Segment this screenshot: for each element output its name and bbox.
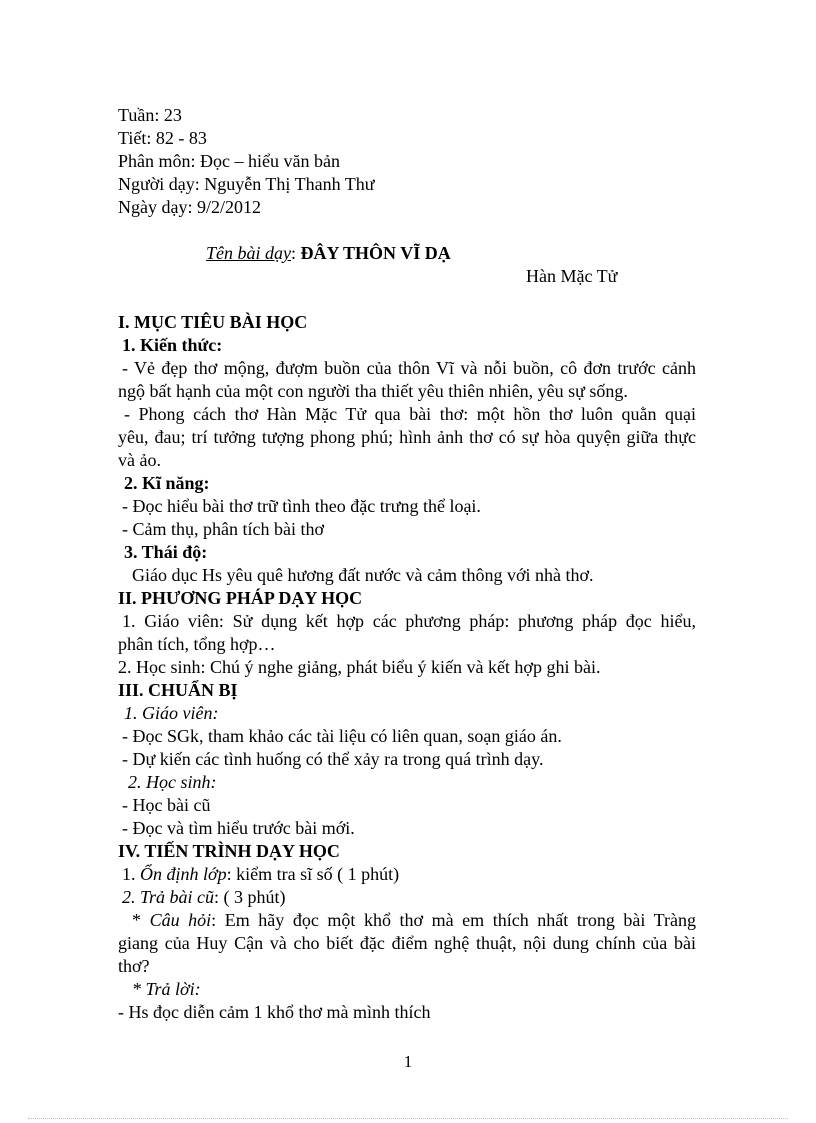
week-line: Tuần: 23 [118, 105, 182, 125]
lesson-author: Hàn Mặc Tử [526, 266, 618, 286]
knowledge-item-1b: ngộ bất hạnh của một con người tha thiết yêu thiên nhiên, yêu sự sống. [118, 381, 628, 401]
answer-label: * Trả lời: [132, 979, 201, 999]
section-4-heading: IV. TIẾN TRÌNH DẠY HỌC [118, 841, 340, 861]
skill-item-2: - Cảm thụ, phân tích bài thơ [122, 519, 324, 539]
attitude-heading: 3. Thái độ: [124, 542, 208, 562]
question-label: Câu hỏi [149, 910, 212, 930]
question-line-a [132, 909, 696, 931]
prep-teacher-item-1: - Đọc SGk, tham khảo các tài liệu có liên quan, soạn giáo án. [122, 726, 562, 746]
question-text-a: : Em hãy đọc một khổ thơ mà em thích nhất trong bài Tràng [211, 910, 697, 930]
prep-teacher-label: 1. Giáo viên: [124, 703, 219, 723]
method-item-1b: phân tích, tổng hợp… [118, 634, 276, 654]
knowledge-heading: 1. Kiến thức: [122, 335, 223, 355]
lesson-colon: : [291, 243, 301, 263]
knowledge-item-2b: yêu, đau; trí tưởng tượng phong phú; hình ảnh thơ có sự hòa quyện giữa thực [118, 427, 696, 447]
section-1-heading: I. MỤC TIÊU BÀI HỌC [118, 312, 308, 332]
process-step-1-number: 1. [122, 864, 140, 884]
prep-student-item-2: - Đọc và tìm hiểu trước bài mới. [122, 818, 355, 838]
section-3-heading: III. CHUẨN BỊ [118, 680, 238, 700]
teacher-line: Người dạy: Nguyễn Thị Thanh Thư [118, 174, 375, 194]
lesson-title: ĐÂY THÔN VĨ DẠ [300, 243, 451, 263]
section-2-heading: II. PHƯƠNG PHÁP DẠY HỌC [118, 588, 363, 608]
prep-student-item-1: - Học bài cũ [122, 795, 211, 815]
process-step-2-label: 2. Trả bài cũ [122, 887, 215, 907]
process-step-1-text: : kiểm tra sĩ số ( 1 phút) [226, 864, 400, 884]
question-star: * [132, 910, 150, 930]
prep-student-label: 2. Học sinh: [128, 772, 217, 792]
subject-line: Phân môn: Đọc – hiểu văn bản [118, 151, 340, 171]
knowledge-item-2a: - Phong cách thơ Hàn Mặc Tử qua bài thơ: một hồn thơ luôn quằn quại [124, 404, 696, 424]
process-step-2-text: : ( 3 phút) [214, 887, 286, 907]
attitude-item-1: Giáo dục Hs yêu quê hương đất nước và cảm thông với nhà thơ. [132, 565, 594, 585]
page-number: 1 [403, 1052, 413, 1071]
process-step-1 [122, 863, 399, 885]
knowledge-item-2c: và ảo. [118, 450, 161, 470]
knowledge-item-1a: - Vẻ đẹp thơ mộng, đượm buồn của thôn Vĩ và nỗi buồn, cô đơn trước cảnh [122, 358, 696, 378]
process-step-2 [122, 886, 286, 908]
period-line: Tiết: 82 - 83 [118, 128, 207, 148]
answer-item-1: - Hs đọc diễn cảm 1 khổ thơ mà mình thích [118, 1002, 431, 1022]
skill-item-1: - Đọc hiểu bài thơ trữ tình theo đặc trưng thể loại. [122, 496, 481, 516]
date-line: Ngày dạy: 9/2/2012 [118, 197, 261, 217]
question-line-c: thơ? [118, 956, 150, 976]
process-step-1-label: Ổn định lớp [140, 864, 227, 884]
page-bottom-divider [28, 1118, 788, 1119]
skills-heading: 2. Kĩ năng: [124, 473, 210, 493]
method-item-2: 2. Học sinh: Chú ý nghe giảng, phát biểu ý kiến và kết hợp ghi bài. [118, 657, 601, 677]
lesson-title-line [206, 242, 451, 264]
method-item-1a: 1. Giáo viên: Sử dụng kết hợp các phương pháp: phương pháp đọc hiểu, [122, 611, 696, 631]
prep-teacher-item-2: - Dự kiến các tình huống có thể xảy ra trong quá trình dạy. [122, 749, 544, 769]
lesson-label: Tên bài dạy [206, 243, 291, 263]
question-line-b: giang của Huy Cận và cho biết đặc điểm nghệ thuật, nội dung chính của bài [118, 933, 696, 953]
